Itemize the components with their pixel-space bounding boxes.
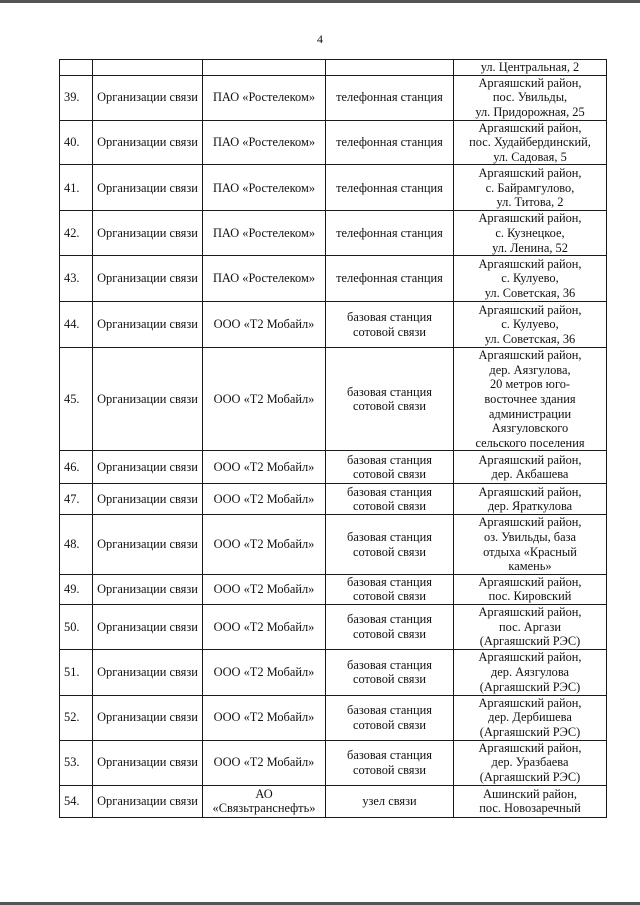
cell-object: телефонная станция	[326, 256, 454, 302]
cell-num: 40.	[60, 120, 93, 165]
cell-org: ПАО «Ростелеком»	[203, 165, 326, 211]
cell-address: Аргаяшский район, пос. Худайбердинский, ул. Садовая, 5	[454, 120, 607, 165]
cell-num: 54.	[60, 785, 93, 817]
cell-category: Организации связи	[93, 649, 203, 695]
cell-num: 41.	[60, 165, 93, 211]
table-row	[60, 649, 607, 695]
cell-num: 47.	[60, 484, 93, 515]
cell-category: Организации связи	[93, 165, 203, 211]
cell-category: Организации связи	[93, 574, 203, 604]
cell-num: 45.	[60, 348, 93, 451]
cell-address: Аргаяшский район, дер. Яраткулова	[454, 484, 607, 515]
table-row	[60, 211, 607, 256]
table-row	[60, 165, 607, 211]
cell-category: Организации связи	[93, 515, 203, 574]
table-row	[60, 515, 607, 574]
table-row	[60, 302, 607, 348]
cell-num	[60, 60, 93, 76]
cell-category: Организации связи	[93, 451, 203, 484]
cell-num: 43.	[60, 256, 93, 302]
cell-num: 42.	[60, 211, 93, 256]
cell-object	[326, 60, 454, 76]
cell-org	[203, 60, 326, 76]
cell-num: 39.	[60, 75, 93, 120]
cell-address: Аргаяшский район, пос. Кировский	[454, 574, 607, 604]
cell-object: базовая станция сотовой связи	[326, 348, 454, 451]
scan-edge-top	[0, 0, 640, 3]
cell-address: Аргаяшский район, с. Кулуево, ул. Советская, 36	[454, 256, 607, 302]
cell-num: 50.	[60, 604, 93, 649]
cell-org: ООО «Т2 Мобайл»	[203, 451, 326, 484]
table-row	[60, 604, 607, 649]
cell-address: Аргаяшский район, пос. Аргази (Аргаяшский РЭС)	[454, 604, 607, 649]
cell-object: базовая станция сотовой связи	[326, 302, 454, 348]
cell-category	[93, 60, 203, 76]
cell-category: Организации связи	[93, 785, 203, 817]
cell-object: телефонная станция	[326, 120, 454, 165]
cell-object: базовая станция сотовой связи	[326, 740, 454, 785]
cell-category: Организации связи	[93, 484, 203, 515]
cell-category: Организации связи	[93, 75, 203, 120]
cell-object: телефонная станция	[326, 165, 454, 211]
cell-org: ООО «Т2 Мобайл»	[203, 695, 326, 740]
cell-num: 46.	[60, 451, 93, 484]
cell-object: телефонная станция	[326, 211, 454, 256]
cell-address: Аргаяшский район, дер. Дербишева (Аргаяшский РЭС)	[454, 695, 607, 740]
facilities-table	[59, 59, 607, 818]
cell-org: ООО «Т2 Мобайл»	[203, 348, 326, 451]
table-row	[60, 120, 607, 165]
cell-address: Аргаяшский район, с. Байрамгулово, ул. Титова, 2	[454, 165, 607, 211]
cell-num: 44.	[60, 302, 93, 348]
cell-num: 52.	[60, 695, 93, 740]
cell-address: Аргаяшский район, пос. Увильды, ул. Придорожная, 25	[454, 75, 607, 120]
cell-category: Организации связи	[93, 256, 203, 302]
cell-category: Организации связи	[93, 604, 203, 649]
cell-org: ПАО «Ростелеком»	[203, 256, 326, 302]
cell-object: базовая станция сотовой связи	[326, 695, 454, 740]
cell-org: ООО «Т2 Мобайл»	[203, 574, 326, 604]
cell-object: телефонная станция	[326, 75, 454, 120]
table-row	[60, 740, 607, 785]
table-row	[60, 451, 607, 484]
cell-address: Аргаяшский район, дер. Аязгулова (Аргаяшский РЭС)	[454, 649, 607, 695]
cell-category: Организации связи	[93, 740, 203, 785]
cell-address: Аргаяшский район, с. Кулуево, ул. Советская, 36	[454, 302, 607, 348]
cell-org: ООО «Т2 Мобайл»	[203, 604, 326, 649]
cell-address: Аргаяшский район, дер. Аязгулова, 20 метров юго- восточнее здания администрации Аязгуловского сельского поселения	[454, 348, 607, 451]
table-row	[60, 75, 607, 120]
cell-object: базовая станция сотовой связи	[326, 451, 454, 484]
table-row-continued	[60, 60, 607, 76]
cell-org: АО «Связьтранснефть»	[203, 785, 326, 817]
cell-object: базовая станция сотовой связи	[326, 515, 454, 574]
cell-address: Аргаяшский район, оз. Увильды, база отдыха «Красный камень»	[454, 515, 607, 574]
cell-org: ООО «Т2 Мобайл»	[203, 484, 326, 515]
cell-num: 48.	[60, 515, 93, 574]
cell-category: Организации связи	[93, 120, 203, 165]
cell-object: узел связи	[326, 785, 454, 817]
table-row	[60, 695, 607, 740]
cell-address: Аргаяшский район, дер. Уразбаева (Аргаяшский РЭС)	[454, 740, 607, 785]
cell-org: ПАО «Ростелеком»	[203, 211, 326, 256]
cell-category: Организации связи	[93, 211, 203, 256]
cell-category: Организации связи	[93, 695, 203, 740]
cell-org: ПАО «Ростелеком»	[203, 120, 326, 165]
cell-org: ООО «Т2 Мобайл»	[203, 740, 326, 785]
page-number: 4	[317, 32, 323, 46]
cell-num: 51.	[60, 649, 93, 695]
table-row	[60, 484, 607, 515]
cell-org: ООО «Т2 Мобайл»	[203, 649, 326, 695]
table-row	[60, 785, 607, 817]
table-row	[60, 256, 607, 302]
cell-object: базовая станция сотовой связи	[326, 649, 454, 695]
cell-object: базовая станция сотовой связи	[326, 574, 454, 604]
cell-object: базовая станция сотовой связи	[326, 604, 454, 649]
cell-address: Аргаяшский район, дер. Акбашева	[454, 451, 607, 484]
cell-org: ООО «Т2 Мобайл»	[203, 515, 326, 574]
table-row	[60, 574, 607, 604]
cell-category: Организации связи	[93, 302, 203, 348]
cell-org: ООО «Т2 Мобайл»	[203, 302, 326, 348]
cell-object: базовая станция сотовой связи	[326, 484, 454, 515]
cell-category: Организации связи	[93, 348, 203, 451]
cell-address: ул. Центральная, 2	[454, 60, 607, 76]
cell-org: ПАО «Ростелеком»	[203, 75, 326, 120]
table-row	[60, 348, 607, 451]
cell-num: 49.	[60, 574, 93, 604]
cell-num: 53.	[60, 740, 93, 785]
cell-address: Аргаяшский район, с. Кузнецкое, ул. Ленина, 52	[454, 211, 607, 256]
cell-address: Ашинский район, пос. Новозаречный	[454, 785, 607, 817]
